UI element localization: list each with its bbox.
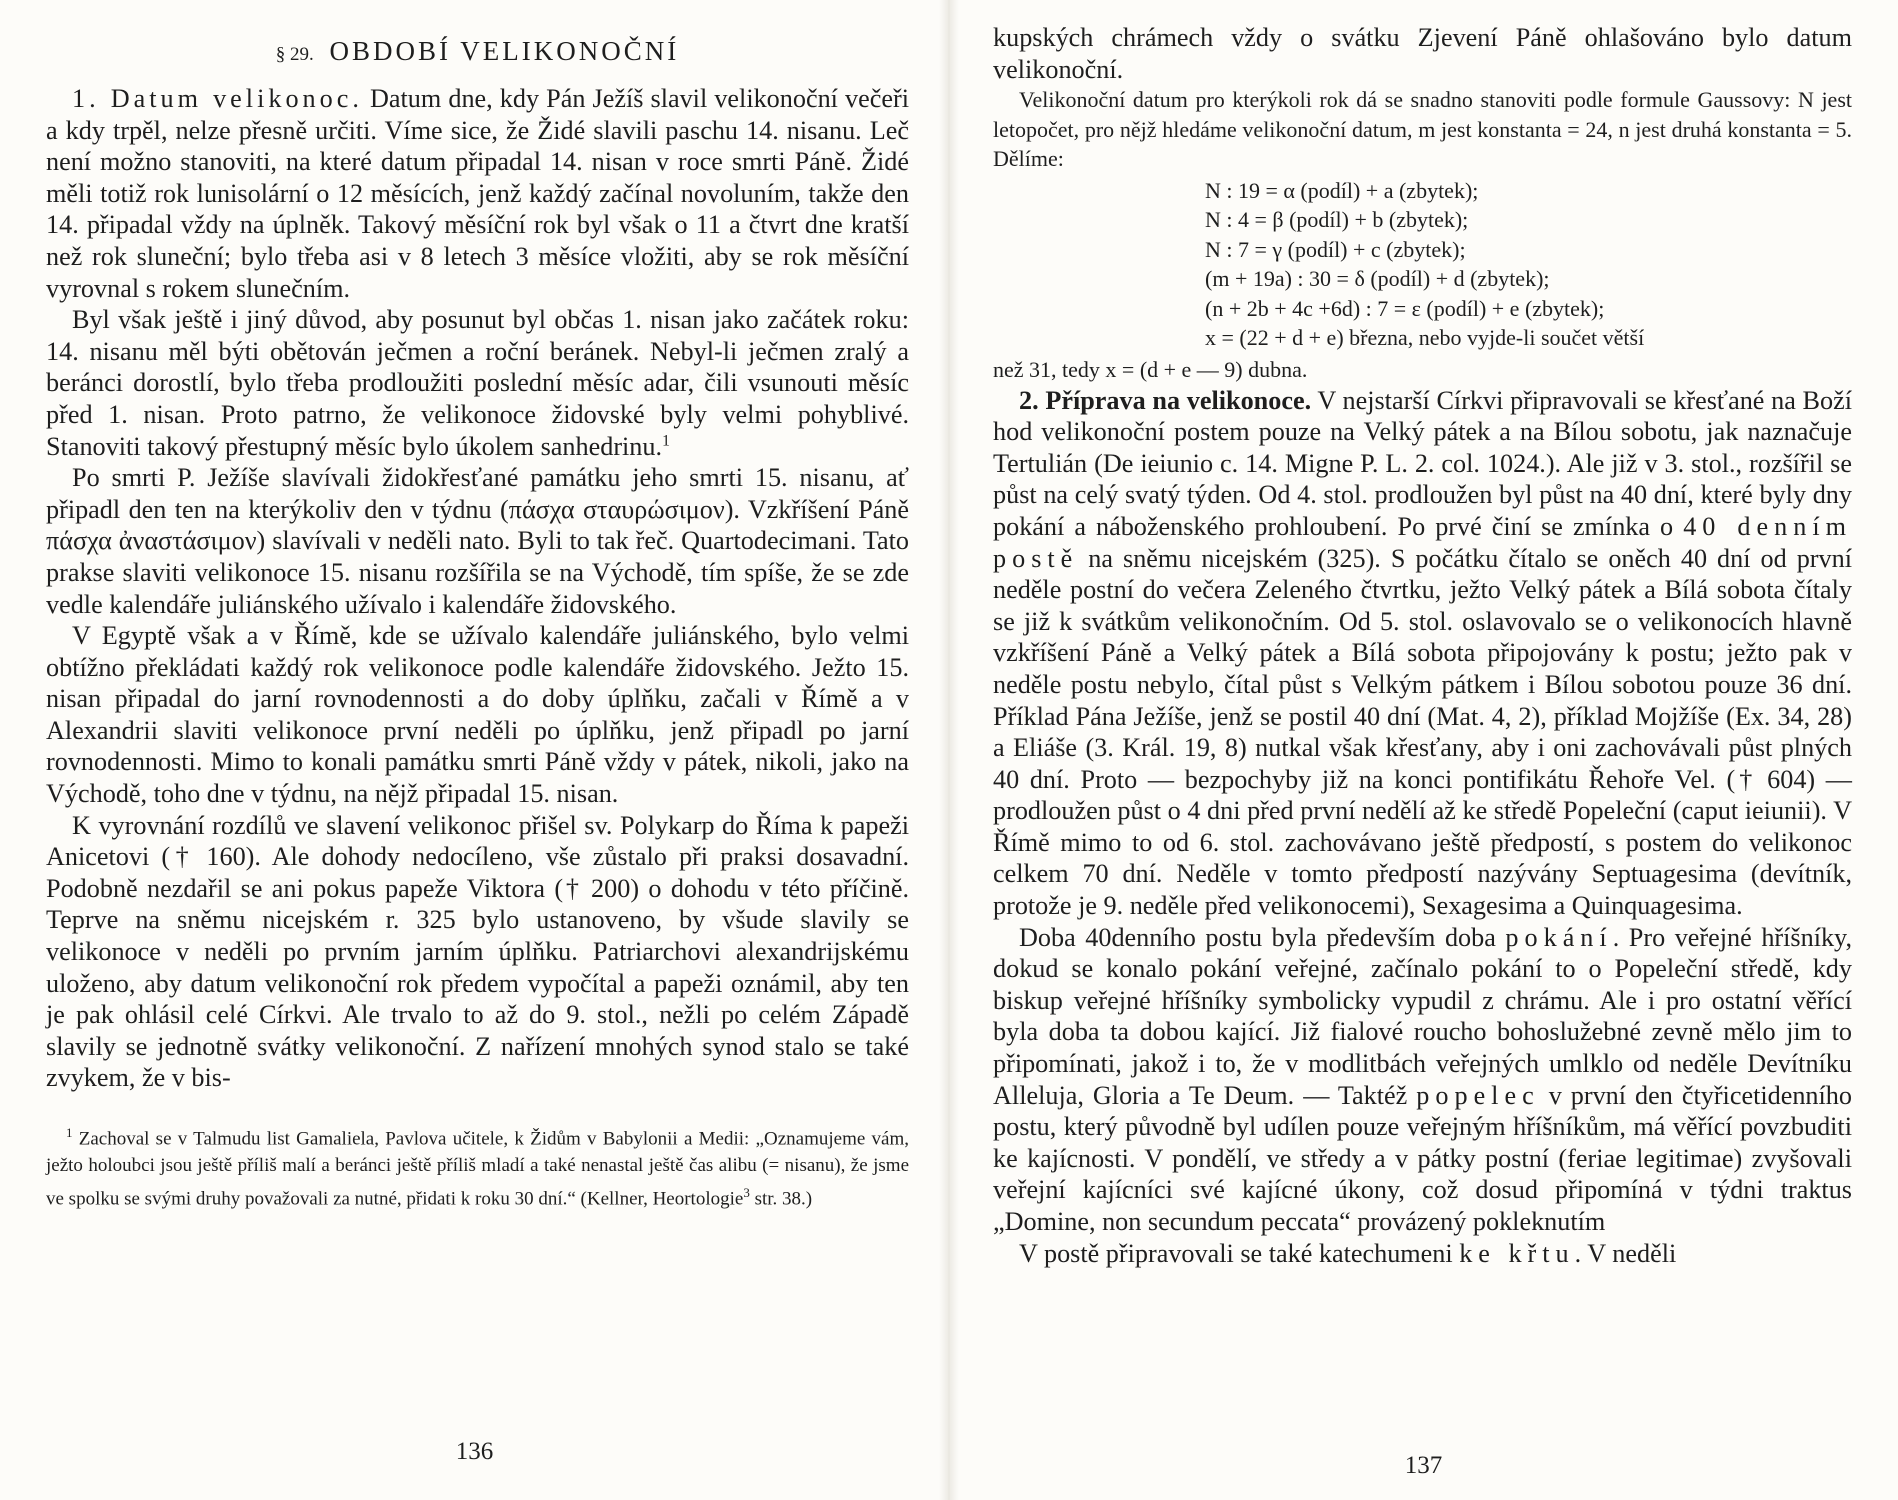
footnote-tail: str. 38.) (749, 1188, 813, 1210)
footnote-marker: 1 (662, 431, 671, 449)
gauss-formula-section (993, 85, 1852, 384)
gauss-formula (993, 176, 1852, 353)
section-heading (46, 36, 909, 67)
paragraph-quartodecimani: Po smrti P. Ježíše slavívali židokřesťané památku jeho smrti 15. nisanu, ať připadl den ten na kterýkoliv den v týdnu (πάσχα σταυρώσιμον). Vzkříšení Páně πάσχα ἀναστάσιμον) slavívali v neděli nato. Byli to tak řeč. Quartodecimani. Tato prakse slaviti velikonoce 15. nisanu rozšířila se na Východě, tím spíše, že se zde vedle kalendáře juliánského užívalo i kalendáře židovského. (46, 463, 909, 619)
formula-line: N : 19 = α (podíl) + a (zbytek); (1205, 177, 1479, 203)
paragraph-continuation: kupských chrámech vždy o svátku Zjevení Páně ohlašováno bylo datum velikonoční. (993, 23, 1852, 84)
paragraph-text: . V neděli (1574, 1238, 1677, 1268)
paragraph-text: na sněmu nicejském (325). S počátku čítalo se oněch 40 dní od první neděle postní do večera Zeleného čtvrtku, ježto Velký pátek a Bílá sobota čítaly se již k svátkům velikonočním. Od 5. stol. oslavovalo se o velikonocích hlavně vzkříšení Páně a Velký pátek a Bílá sobota připojovány k postu; ježto pak v neděle postu nebylo, čítal půst s Velkým pátkem i Bílou sobotou pouze 36 dní. Příklad Pána Ježíše, jenž se postil 40 dní (Mat. 4, 2), příklad Mojžíše (Ex. 34, 28) a Eliáše (3. Král. 19, 8) nutkal však křesťany, aby i oni zachovávali půst plných 40 dní. Proto — bezpochyby již na konci pontifikátu Řehoře Vel. († 604) — prodloužen půst o 4 dni před první nedělí až ke středě Popeleční (caput ieiunii). V Římě mimo to od 6. stol. zachovávano ještě předpostí, s postem do velikonoc celkem 70 dní. Neděle v tomto předpostí nazývány Septuagesima (devítník, protože je 9. neděle před velikonocemi), Sexagesima a Quinquagesima. (993, 543, 1852, 921)
edition-superscript: 3 (743, 1184, 750, 1200)
paragraph-priprava (993, 385, 1852, 922)
formula-line: (m + 19a) : 30 = δ (podíl) + d (zbytek); (1205, 266, 1550, 292)
paragraph-katechumeni (993, 1238, 1852, 1270)
formula-line: (n + 2b + 4c +6d) : 7 = ε (podíl) + e (zbytek); (1205, 295, 1605, 321)
footnote-text: Zachoval se v Talmudu list Gamaliela, Pavlova učitele, k Židům v Babylonii a Medii: „Oznamujeme vám, ježto holoubci jsou ještě příliš malí a beránci ještě příliš mladí a také nenastal ještě čas alibu (= nisanu), že jsme ve spolku se svými druhy považovali za nutné, přidati k roku 30 dní.“ (Kellner, Heortologie (46, 1128, 909, 1210)
formula-line: N : 7 = γ (podíl) + c (zbytek); (1205, 236, 1466, 262)
paragraph-polykarp: K vyrovnání rozdílů ve slavení velikonoc přišel sv. Polykarp do Říma k papeži Anicetovi († 160). Ale dohody nedocíleno, vše zůstalo při praksi dosavadní. Podobně nezdařil se ani pokus papeže Viktora († 200) o dohodu v této příčině. Teprve na sněmu nicejském r. 325 bylo ustanoveno, by všude slavily se velikonoce v neděli po prvním jarním úplňku. Patriarchovi alexandrijskému uloženo, aby datum velikonoční rok předem vypočítal a papeži oznámil, aby ten je pak ohlásil celé Církvi. Ale trvalo to až do 9. stol., nežli po celém Západě slavily se jednotně svátky velikonoční. Z nařízení mnohých synod stalo se také zvykem, že v bis- (46, 810, 909, 1093)
paragraph-text: v první den čtyřicetidenního postu, který původně byl udílen pouze veřejným hříšníkům, má věřící povzbuditi ke kajícnosti. V pondělí, ve středy a v pátky postní (feriae legitimae) zvyšovali veřejní kajícníci své kajícné úkony, což dosud připomíná v týdni traktus „Domine, non secundum peccata“ provázený pokleknutím (993, 1080, 1852, 1236)
right-body-text (993, 22, 1852, 85)
paragraph-text: V nejstarší Církvi připravovali se křesťané na Boží hod velikonoční postem pouze na Velký pátek a na Bílou sobotu, jak naznačuje Tertulián (De ieiunio c. 14. Migne P. L. 2. col. 1024.). Ale již v 3. stol., rozšířil se půst na celý svatý týden. Od 4. stol. prodloužen byl půst na 40 dní, které byly dny pokání a náboženského prohloubení. Po prvé činí se zmínka o (993, 385, 1853, 541)
page-number: 137 (1404, 1452, 1443, 1479)
right-body-main (993, 385, 1852, 1270)
paragraph-lead: 2. Příprava na velikonoce. (1019, 385, 1312, 415)
formula-line: N : 4 = β (podíl) + b (zbytek); (1205, 207, 1469, 233)
formula-intro: Velikonoční datum pro kterýkoli rok dá se snadno stanoviti podle formule Gaussovy: N jest letopočet, pro nějž hledáme velikonoční datum, m jest konstanta = 24, n jest druhá konstanta = 5. Dělíme: (993, 87, 1852, 172)
paragraph-datum (46, 83, 909, 304)
paragraph-text: Datum dne, kdy Pán Ježíš slavil velikonoční večeři a kdy trpěl, nelze přesně určiti. Víme sice, že Židé slavili paschu 14. nisanu. Leč není možno stanoviti, na které datum připadal 14. nisan v roce smrti Páně. Židé měli totiž rok lunisolární o 12 měsících, jenž každý začínal novoluním, takže den 14. připadal vždy na úplněk. Takový měsíční rok byl však o 11 a čtvrt dne kratší než rok sluneční; bylo třeba asi v 8 letech 3 měsíce vložiti, aby se rok měsíční vyrovnal s rokem slunečním. (46, 84, 909, 303)
paragraph-lead: 1. Datum velikonoc. (72, 84, 363, 113)
paragraph-egypt-rome: V Egyptě však a v Římě, kde se užívalo kalendáře juliánského, bylo velmi obtížno překládati každý rok velikonoce podle kalendáře židovského. Ježto 15. nisan připadal do jarní rovnodennosti a do doby úplňku, začali v Římě a v Alexandrii slaviti velikonoce první neděli po úplňku, jenž připadl po jarní rovnodennosti. Mimo to konali památku smrti Páně vždy v pátek, nikoli, jako na Východě, toho dne v týdnu, na nějž připadal 15. nisan. (46, 621, 909, 809)
spaced-emphasis: ke křtu (1459, 1238, 1575, 1268)
paragraph-text: Doba 40denního postu byla především doba (1019, 922, 1506, 952)
paragraph-pokani (993, 922, 1852, 1238)
formula-line: x = (22 + d + e) března, nebo vyjde-li součet větší (1205, 325, 1645, 351)
paragraph-text: Byl však ještě i jiný důvod, aby posunut byl občas 1. nisan jako začátek roku: 14. nisanu měl býti obětován ječmen a roční beránek. Nebyl-li ječmen zralý a beránci dorostlí, bylo třeba prodloužiti poslední měsíc adar, čili vsunouti měsíc před 1. nisan. Proto patrno, že velikonoce židovské byly velmi pohyblivé. Stanoviti takový přestupný měsíc bylo úkolem sanhedrinu. (46, 305, 909, 461)
spaced-emphasis: popelec (1416, 1080, 1540, 1110)
footnote-number: 1 (66, 1125, 73, 1140)
page-number: 136 (455, 1438, 494, 1465)
right-page (949, 0, 1898, 1500)
footnote-block (46, 1120, 909, 1213)
footnote (46, 1120, 909, 1213)
spaced-emphasis: 40 denním postě (993, 511, 1852, 573)
formula-conclusion: než 31, tedy x = (d + e — 9) dubna. (993, 356, 1308, 382)
spaced-emphasis: pokání (1505, 922, 1613, 952)
paragraph-text: V postě připravovali se také katechumeni (1019, 1238, 1460, 1268)
paragraph-text: . Pro veřejné hříšníky, dokud se konalo pokání veřejné, začínalo pokání to o Popeleční středě, kdy biskup veřejné hříšníky symbolicky vypudil z chrámu. Ale i pro ostatní věřící byla doba ta dobou kající. Již fialové roucho bohoslužebné zevně mělo jim to připomínati, jakož i to, že v modlitbách veřejných umlklo od neděle Devítníku Alleluja, Gloria a Te Deum. — Taktéž (993, 922, 1852, 1110)
left-body-text (46, 83, 909, 1094)
section-title: OBDOBÍ VELIKONOČNÍ (329, 36, 680, 66)
section-number: § 29. (275, 44, 314, 65)
paragraph-nisan (46, 304, 909, 462)
